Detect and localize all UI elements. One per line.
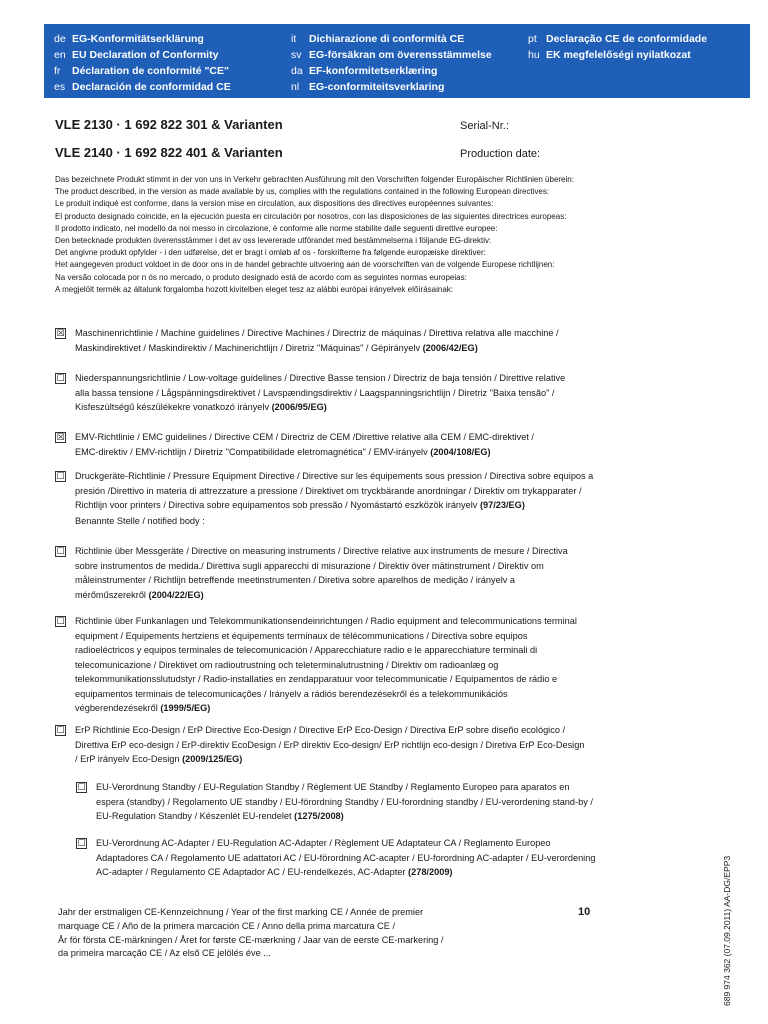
directive-line: Direttiva ErP eco-design / ErP-direktiv EcoDesign / ErP direktiv Eco-design/ ErP richtlijn eco-design / Diretiva ErP Eco-Design bbox=[75, 739, 585, 750]
header-row-en: en EU Declaration of Conformity bbox=[54, 49, 219, 61]
directive-line: espera (standby) / Regolamento UE standby / EU-förordning Standby / EU-forordning standby / EU-verordening stand-by / bbox=[96, 796, 593, 807]
directive-line: Kisfeszültségű készülékekre vonatkozó irányelv (2006/95/EG) bbox=[75, 402, 327, 412]
directive-line: Richtlijn voor printers / Directiva sobre equipamentos sob pressão / Nyomástartó eszközök irányelv (97/23/EG) bbox=[75, 500, 525, 510]
directive-code: (2006/95/EG) bbox=[271, 402, 327, 412]
regulation-ac-adapter bbox=[76, 836, 716, 880]
intro-line: Na versão colocada por n ós no mercado, o produto designado está de acordo com as seguintes normas europeias: bbox=[55, 272, 467, 282]
directive-measuring-instruments-checkbox[interactable]: ☐ bbox=[56, 546, 65, 556]
directive-line: EU-Verordnung Standby / EU-Regulation Standby / Règlement UE Standby / Reglamento Europeo para aparatos en bbox=[96, 782, 570, 792]
directive-line: mérőműszerekről (2004/22/EG) bbox=[75, 589, 204, 600]
year-label-line: Jahr der erstmaligen CE-Kennzeichnung / Year of the first marking CE / Année de premier bbox=[58, 907, 424, 917]
directive-line: EMC-direktiv / EMV-richtlijn / Diretriz "Compatibilidade eletromagnética" / EMV-irányelv (2004/108/EG) bbox=[75, 446, 491, 457]
directive-line: Adaptadores CA / Regolamento UE adattatori AC / EU-förordning AC-acapter / EU-forordning AC-adapter / EU-verordening bbox=[96, 852, 596, 863]
directive-line: Richtlinie über Funkanlagen und Telekommunikationsendeinrichtungen / Radio equipment and telecommunications terminal bbox=[75, 616, 577, 626]
directive-radio-equipment bbox=[55, 614, 720, 716]
header-row-it: it Dichiarazione di conformità CE bbox=[291, 33, 465, 45]
regulation-standby-checkbox[interactable]: ☐ bbox=[77, 782, 86, 792]
document-reference-number: 689 974 362 (07.09.2011) AA-DG/EPP3 bbox=[722, 855, 732, 1006]
directive-code: (2006/42/EG) bbox=[422, 342, 478, 353]
directive-line: presión /Direttivo in materia di attrezzature a pressione / Direktivet om tryckbärande anordningar / Direktiv om trykapparater / bbox=[75, 485, 582, 496]
directive-machinery-checkbox[interactable]: ☒ bbox=[56, 328, 65, 338]
directive-code: (97/23/EG) bbox=[479, 500, 525, 510]
notified-body-label: Benannte Stelle / notified body : bbox=[75, 516, 205, 526]
intro-line: Le produit indiqué est conforme, dans la version mise en circulation, aux dispositions des directives européennes suivantes: bbox=[55, 199, 494, 209]
directive-line: Maschinenrichtlinie / Machine guidelines / Directive Machines / Directriz de máquinas / Direttiva relativa alle macchine / bbox=[75, 328, 559, 338]
directive-line: EU-Verordnung AC-Adapter / EU-Regulation AC-Adapter / Règlement UE Adaptateur CA / Reglamento Europeo bbox=[96, 838, 551, 848]
directive-line: equipment / Equipements hertziens et équipements terminaux de télécommunications / Directiva sobre equipos bbox=[75, 630, 528, 641]
year-label-line: marquage CE / Año de la primera marcación CE / Anno della prima marcatura CE / bbox=[58, 920, 396, 931]
directive-code: (2004/22/EG) bbox=[148, 589, 204, 600]
intro-line: Das bezeichnete Produkt stimmt in der von uns in Verkehr gebrachten Ausführung mit den Vorschriften folgender Europäischer Richtlinien überein: bbox=[55, 175, 574, 184]
directive-machinery bbox=[55, 326, 720, 355]
directive-erp-eco-design bbox=[55, 723, 720, 767]
directive-line: Maskindirektivet / Maskindirektiv / Machinerichtlijn / Diretriz "Máquinas" / Gépirányelv (2006/42/EG) bbox=[75, 342, 478, 353]
directive-line: Niederspannungsrichtlinie / Low-voltage guidelines / Directive Basse tension / Directriz de baja tensión / Direttive relative bbox=[75, 373, 566, 383]
intro-statement bbox=[55, 174, 715, 296]
header-column-2 bbox=[291, 31, 492, 95]
directive-code: (2009/125/EG) bbox=[182, 754, 243, 764]
first-ce-marking-year-label bbox=[58, 906, 558, 961]
header-row-nl: nl EG-conformiteitsverklaring bbox=[291, 81, 445, 93]
directive-code: (1275/2008) bbox=[294, 811, 344, 821]
directive-emc bbox=[55, 430, 720, 459]
serial-number-label: Serial-Nr.: bbox=[460, 120, 509, 132]
header-row-de: de EG-Konformitätserklärung bbox=[54, 33, 204, 45]
intro-line: Det angivne produkt opfylder - i den udførelse, det er bragt i omløb af os - forskrifterne fra følgende europæiske direktiver: bbox=[55, 248, 486, 258]
product-line-2: VLE 2140 · 1 692 822 401 & Varianten bbox=[55, 145, 283, 160]
header-row-sv: sv EG-försäkran om överensstämmelse bbox=[291, 49, 492, 61]
directive-line: / ErP irányelv Eco-Design (2009/125/EG) bbox=[75, 754, 243, 764]
directive-low-voltage-checkbox[interactable]: ☐ bbox=[56, 373, 65, 383]
directive-low-voltage bbox=[55, 371, 720, 415]
intro-line: Il prodotto indicato, nel modello da noi messo in circolazione, è conforme alle norme stabilite dalle seguenti direttive europee: bbox=[55, 223, 498, 233]
header-row-es: es Declaración de conformidad CE bbox=[54, 81, 231, 93]
intro-line: A megjelölt termék az általunk forgalomba hozott kivitelben eleget tesz az alábbi európai irányelvek előírásainak: bbox=[55, 284, 453, 294]
directive-code: (2004/108/EG) bbox=[430, 446, 491, 457]
header-row-hu: hu EK megfelelőségi nyilatkozat bbox=[528, 49, 691, 61]
directive-line: EU-Regulation Standby / Készenlét EU-rendelet (1275/2008) bbox=[96, 811, 344, 821]
product-line-1: VLE 2130 · 1 692 822 301 & Varianten bbox=[55, 117, 283, 132]
header-column-3 bbox=[528, 31, 707, 63]
directive-code: (278/2009) bbox=[408, 867, 453, 877]
directive-pressure-equipment-checkbox[interactable]: ☐ bbox=[56, 471, 65, 481]
directive-line: radioeléctricos y equipos terminales de telecomunicación / Apparecchiature radio e le apparecchiature terminali di bbox=[75, 645, 538, 655]
header-row-pt: pt Declaração CE de conformidade bbox=[528, 33, 708, 45]
directive-emc-checkbox[interactable]: ☒ bbox=[56, 432, 65, 442]
directive-line: alla bassa tensione / Lågspänningsdirektivet / Lavspændingsdirektiv / Laagspanningsrichtlijn / Diretriz "Baixa tensão" / bbox=[75, 387, 555, 398]
directive-line: Richtlinie über Messgeräte / Directive on measuring instruments / Directive relative aux instruments de mesure / Directiva bbox=[75, 546, 568, 556]
directive-measuring-instruments bbox=[55, 544, 720, 602]
directive-line: EMV-Richtlinie / EMC guidelines / Directive CEM / Directriz de CEM /Direttive relative alla CEM / EMC-direktivet / bbox=[75, 432, 534, 442]
first-ce-marking-year-value: 10 bbox=[578, 906, 591, 918]
directive-line: ErP Richtlinie Eco-Design / ErP Directive Eco-Design / Directive ErP Eco-Design / Directiva ErP sobre diseño ecológico / bbox=[75, 725, 566, 735]
directive-line: måleinstrumenter / Richtlijn betreffende meetinstrumenten / Diretiva sobre aparelhos de medição / irányelv a bbox=[75, 575, 516, 585]
intro-line: Den betecknade produkten överensstämmer i det av oss levererade utförandet med bestämmelserna i följande EG-direktiv: bbox=[55, 236, 492, 246]
directive-line: AC-adapter / Regulamento CE Adaptador AC / EU-rendelkezés, AC-Adapter (278/2009) bbox=[96, 867, 453, 877]
year-label-line: År för första CE-märkningen / Året for første CE-mærkning / Jaar van de eerste CE-markering / bbox=[58, 934, 444, 945]
directive-line: equipamentos terminais de telecomunicações / Irányelv a rádiós berendezésekről és a telekommunikációs bbox=[75, 688, 508, 699]
directive-line: végberendezésekről (1999/5/EG) bbox=[75, 703, 211, 713]
intro-line: Het aangegeven product voldoet in de door ons in de handel gebrachte uitvoering aan de voorschriften van de volgende Europese richtlijnen: bbox=[55, 260, 555, 270]
year-label-line: da primeira marcação CE / Az első CE jelölés éve ... bbox=[58, 948, 271, 959]
directive-code: (1999/5/EG) bbox=[160, 703, 211, 713]
header-column-1 bbox=[54, 31, 231, 95]
production-date-label: Production date: bbox=[460, 148, 541, 160]
header-row-fr: fr Déclaration de conformité "CE" bbox=[54, 65, 229, 77]
directive-line: Druckgeräte-Richtlinie / Pressure Equipment Directive / Directive sur les équipements sous pression / Directiva sobre equipos a bbox=[75, 471, 594, 481]
directive-erp-eco-design-checkbox[interactable]: ☐ bbox=[56, 725, 65, 735]
directive-pressure-equipment bbox=[55, 469, 720, 513]
directive-line: sobre instrumentos de medida./ Direttiva sugli apparecchi di misurazione / Direktiv över mätinstrument / Direktiv om bbox=[75, 560, 544, 571]
regulation-ac-adapter-checkbox[interactable]: ☐ bbox=[77, 838, 86, 848]
directive-line: telekommunikationsslutudstyr / Radio-installaties en zendapparatuur voor telecommunicatie / Equipamentos de rádio e bbox=[75, 674, 558, 684]
directive-radio-equipment-checkbox[interactable]: ☐ bbox=[56, 616, 65, 626]
regulation-standby bbox=[76, 780, 716, 824]
intro-line: The product described, in the version as made available by us, complies with the regulations contained in the following European directives: bbox=[55, 187, 550, 197]
header-row-da: da EF-konformitetserklæring bbox=[291, 65, 438, 77]
directive-line: telecomunicazione / Direktivet om radioutrustning och teleterminalutrustning / Direktiv om radioanlæg og bbox=[75, 659, 499, 670]
header-banner bbox=[44, 24, 750, 98]
intro-line: El producto designado coincide, en la ejecución puesta en circulación por nosotros, con las disposiciones de las siguientes directrices europeas: bbox=[55, 211, 567, 221]
